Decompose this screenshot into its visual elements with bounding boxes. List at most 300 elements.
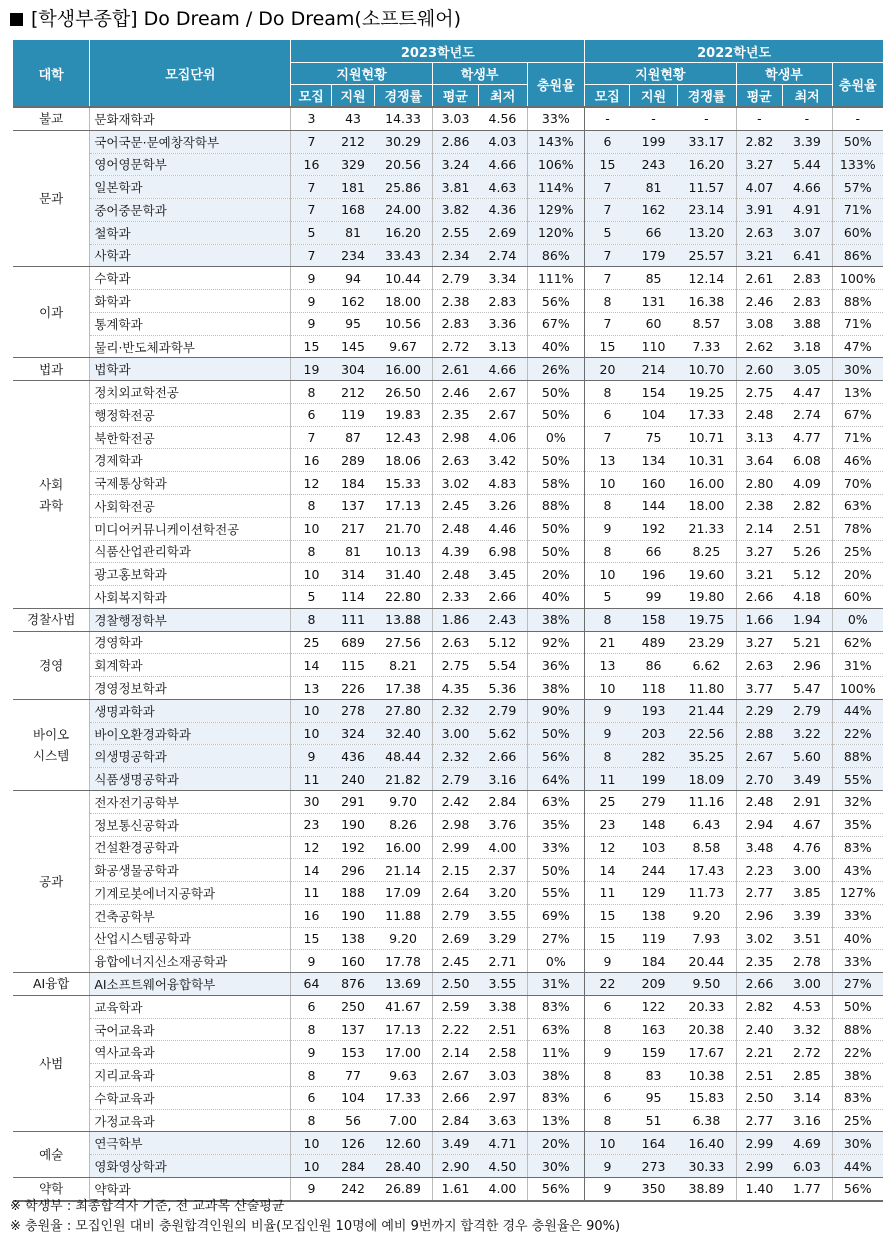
- value-cell: 19.80: [677, 586, 736, 609]
- value-cell: 4.66: [478, 153, 527, 176]
- value-cell: 38%: [527, 677, 585, 700]
- value-cell: 2.88: [736, 722, 782, 745]
- value-cell: 7: [291, 176, 332, 199]
- value-cell: 12.60: [375, 1132, 433, 1155]
- value-cell: 14: [585, 859, 630, 882]
- value-cell: 16.00: [375, 358, 433, 381]
- unit-name-cell: 건설환경공학과: [90, 836, 291, 859]
- unit-name-cell: 건축공학부: [90, 904, 291, 927]
- value-cell: 7: [585, 426, 630, 449]
- table-row: [13, 312, 883, 335]
- value-cell: 17.67: [677, 1041, 736, 1064]
- value-cell: 159: [630, 1041, 677, 1064]
- value-cell: 60: [630, 312, 677, 335]
- value-cell: 6.98: [478, 540, 527, 563]
- value-cell: 12.43: [375, 426, 433, 449]
- table-row: [13, 790, 883, 813]
- value-cell: 3.22: [782, 722, 832, 745]
- value-cell: 2.42: [432, 790, 478, 813]
- table-row: [13, 517, 883, 540]
- value-cell: 10: [585, 677, 630, 700]
- value-cell: 243: [630, 153, 677, 176]
- table-row: [13, 1132, 883, 1155]
- value-cell: 3.16: [782, 1109, 832, 1132]
- value-cell: 33%: [832, 950, 883, 973]
- value-cell: 3.00: [782, 859, 832, 882]
- value-cell: 2.77: [736, 1109, 782, 1132]
- value-cell: 212: [332, 381, 375, 404]
- value-cell: 137: [332, 495, 375, 518]
- value-cell: 21.14: [375, 859, 433, 882]
- value-cell: 8: [291, 495, 332, 518]
- value-cell: 3.13: [478, 335, 527, 358]
- value-cell: 6: [291, 1086, 332, 1109]
- value-cell: 209: [630, 973, 677, 996]
- value-cell: 324: [332, 722, 375, 745]
- value-cell: 6: [291, 403, 332, 426]
- value-cell: 33%: [527, 107, 585, 130]
- unit-name-cell: 경찰행정학부: [90, 608, 291, 631]
- value-cell: 9: [291, 950, 332, 973]
- value-cell: 86%: [832, 244, 883, 267]
- table-row: [13, 563, 883, 586]
- value-cell: 3.21: [736, 244, 782, 267]
- value-cell: 16.40: [677, 1132, 736, 1155]
- value-cell: 1.77: [782, 1177, 832, 1200]
- table-row: [13, 290, 883, 313]
- value-cell: 30: [291, 790, 332, 813]
- value-cell: 60%: [832, 221, 883, 244]
- value-cell: 15: [585, 904, 630, 927]
- value-cell: 10: [291, 699, 332, 722]
- unit-name-cell: 철학과: [90, 221, 291, 244]
- value-cell: 43%: [832, 859, 883, 882]
- value-cell: 12: [291, 472, 332, 495]
- value-cell: 4.39: [432, 540, 478, 563]
- value-cell: 17.33: [677, 403, 736, 426]
- value-cell: 137: [332, 1018, 375, 1041]
- value-cell: 2.40: [736, 1018, 782, 1041]
- table-row: [13, 586, 883, 609]
- value-cell: 99: [630, 586, 677, 609]
- value-cell: 9: [291, 290, 332, 313]
- header-fill-rate-2022: 충원율: [832, 63, 883, 108]
- value-cell: 26%: [527, 358, 585, 381]
- value-cell: 119: [332, 403, 375, 426]
- value-cell: 2.84: [478, 790, 527, 813]
- value-cell: 8: [585, 381, 630, 404]
- value-cell: 129: [630, 882, 677, 905]
- table-row: [13, 973, 883, 996]
- value-cell: 56%: [527, 745, 585, 768]
- value-cell: 2.43: [478, 608, 527, 631]
- value-cell: 27%: [832, 973, 883, 996]
- unit-name-cell: 식품생명공학과: [90, 768, 291, 791]
- value-cell: 21.44: [677, 699, 736, 722]
- value-cell: 689: [332, 631, 375, 654]
- value-cell: 50%: [832, 995, 883, 1018]
- value-cell: 30.33: [677, 1155, 736, 1178]
- table-row: [13, 836, 883, 859]
- value-cell: 86: [630, 654, 677, 677]
- value-cell: 9: [585, 1177, 630, 1200]
- value-cell: 2.38: [736, 495, 782, 518]
- value-cell: 2.69: [432, 927, 478, 950]
- value-cell: 2.97: [478, 1086, 527, 1109]
- value-cell: 3.08: [736, 312, 782, 335]
- value-cell: 47%: [832, 335, 883, 358]
- value-cell: 5: [585, 586, 630, 609]
- unit-name-cell: 사학과: [90, 244, 291, 267]
- value-cell: 5.54: [478, 654, 527, 677]
- value-cell: 4.06: [478, 426, 527, 449]
- value-cell: 2.70: [736, 768, 782, 791]
- value-cell: 32.40: [375, 722, 433, 745]
- value-cell: 15.83: [677, 1086, 736, 1109]
- value-cell: 2.82: [782, 495, 832, 518]
- value-cell: 83: [630, 1064, 677, 1087]
- value-cell: 7: [291, 244, 332, 267]
- table-row: [13, 495, 883, 518]
- value-cell: 122: [630, 995, 677, 1018]
- value-cell: 3.88: [782, 312, 832, 335]
- value-cell: 18.00: [677, 495, 736, 518]
- value-cell: 5.62: [478, 722, 527, 745]
- value-cell: 3.77: [736, 677, 782, 700]
- value-cell: 0%: [832, 608, 883, 631]
- value-cell: 9.70: [375, 790, 433, 813]
- value-cell: 27.56: [375, 631, 433, 654]
- value-cell: 2.69: [478, 221, 527, 244]
- value-cell: 33.17: [677, 130, 736, 153]
- value-cell: 2.83: [782, 267, 832, 290]
- value-cell: 11.57: [677, 176, 736, 199]
- value-cell: 1.94: [782, 608, 832, 631]
- value-cell: 4.69: [782, 1132, 832, 1155]
- value-cell: 56%: [527, 1177, 585, 1200]
- value-cell: 8.58: [677, 836, 736, 859]
- value-cell: 64%: [527, 768, 585, 791]
- value-cell: 350: [630, 1177, 677, 1200]
- value-cell: 31.40: [375, 563, 433, 586]
- footnote-gpa: ※ 학생부 : 최종합격자 기준, 전 교과목 산술평균: [10, 1199, 285, 1214]
- unit-name-cell: 연극학부: [90, 1132, 291, 1155]
- college-cell: 사회 과학: [13, 381, 90, 609]
- value-cell: 3.85: [782, 882, 832, 905]
- value-cell: 2.35: [432, 403, 478, 426]
- value-cell: 2.60: [736, 358, 782, 381]
- header-gpa-2023: 학생부: [432, 63, 527, 85]
- value-cell: 4.91: [782, 199, 832, 222]
- value-cell: 11.80: [677, 677, 736, 700]
- value-cell: 143%: [527, 130, 585, 153]
- value-cell: 2.38: [432, 290, 478, 313]
- value-cell: 31%: [527, 973, 585, 996]
- value-cell: 5: [585, 221, 630, 244]
- value-cell: 133%: [832, 153, 883, 176]
- value-cell: 4.36: [478, 199, 527, 222]
- college-cell: 경찰사법: [13, 608, 90, 631]
- table-row: [13, 107, 883, 130]
- value-cell: 3.82: [432, 199, 478, 222]
- value-cell: 2.91: [782, 790, 832, 813]
- unit-name-cell: 국어국문·문예창작학부: [90, 130, 291, 153]
- value-cell: 23.14: [677, 199, 736, 222]
- header-quota-2022: 모집: [585, 85, 630, 108]
- value-cell: 6.43: [677, 813, 736, 836]
- value-cell: 40%: [527, 335, 585, 358]
- value-cell: 190: [332, 813, 375, 836]
- value-cell: 5.60: [782, 745, 832, 768]
- value-cell: 40%: [832, 927, 883, 950]
- unit-name-cell: 경제학과: [90, 449, 291, 472]
- value-cell: 3.45: [478, 563, 527, 586]
- value-cell: 250: [332, 995, 375, 1018]
- value-cell: 11.88: [375, 904, 433, 927]
- value-cell: 164: [630, 1132, 677, 1155]
- value-cell: 2.66: [478, 586, 527, 609]
- table-row: [13, 608, 883, 631]
- value-cell: 77: [332, 1064, 375, 1087]
- value-cell: 104: [630, 403, 677, 426]
- value-cell: 4.00: [478, 1177, 527, 1200]
- value-cell: 2.71: [478, 950, 527, 973]
- table-row: [13, 1086, 883, 1109]
- value-cell: 66: [630, 221, 677, 244]
- value-cell: 9: [291, 1041, 332, 1064]
- value-cell: 2.63: [432, 449, 478, 472]
- value-cell: 43: [332, 107, 375, 130]
- value-cell: 111%: [527, 267, 585, 290]
- value-cell: 3.51: [782, 927, 832, 950]
- value-cell: 1.86: [432, 608, 478, 631]
- value-cell: 63%: [527, 790, 585, 813]
- value-cell: 88%: [832, 290, 883, 313]
- unit-name-cell: 화학과: [90, 290, 291, 313]
- header-ratio-2022: 경쟁률: [677, 85, 736, 108]
- value-cell: 33%: [527, 836, 585, 859]
- value-cell: 9.50: [677, 973, 736, 996]
- value-cell: 3.26: [478, 495, 527, 518]
- value-cell: 3.18: [782, 335, 832, 358]
- value-cell: 9: [291, 267, 332, 290]
- value-cell: 50%: [527, 403, 585, 426]
- value-cell: 3.14: [782, 1086, 832, 1109]
- value-cell: 212: [332, 130, 375, 153]
- value-cell: 71%: [832, 426, 883, 449]
- value-cell: 2.83: [782, 290, 832, 313]
- value-cell: 81: [332, 221, 375, 244]
- value-cell: 4.63: [478, 176, 527, 199]
- value-cell: 214: [630, 358, 677, 381]
- value-cell: 22.80: [375, 586, 433, 609]
- college-cell: 공과: [13, 790, 90, 972]
- unit-name-cell: 경영학과: [90, 631, 291, 654]
- value-cell: 60%: [832, 586, 883, 609]
- value-cell: 3.39: [782, 904, 832, 927]
- table-row: [13, 472, 883, 495]
- value-cell: 242: [332, 1177, 375, 1200]
- value-cell: 196: [630, 563, 677, 586]
- value-cell: 83%: [832, 836, 883, 859]
- value-cell: 4.77: [782, 426, 832, 449]
- value-cell: 2.48: [432, 517, 478, 540]
- value-cell: 2.46: [432, 381, 478, 404]
- value-cell: 193: [630, 699, 677, 722]
- header-applicants-2023: 지원현황: [291, 63, 432, 85]
- value-cell: 30%: [527, 1155, 585, 1178]
- value-cell: 13%: [527, 1109, 585, 1132]
- value-cell: 199: [630, 130, 677, 153]
- college-cell: 바이오 시스템: [13, 699, 90, 790]
- unit-name-cell: 수학교육과: [90, 1086, 291, 1109]
- value-cell: 3.38: [478, 995, 527, 1018]
- header-fill-rate-2023: 충원율: [527, 63, 585, 108]
- value-cell: 10: [291, 1155, 332, 1178]
- value-cell: 3.64: [736, 449, 782, 472]
- value-cell: 1.66: [736, 608, 782, 631]
- value-cell: 7: [585, 244, 630, 267]
- value-cell: 55%: [832, 768, 883, 791]
- value-cell: 70%: [832, 472, 883, 495]
- value-cell: 2.45: [432, 950, 478, 973]
- value-cell: 2.98: [432, 426, 478, 449]
- value-cell: 17.09: [375, 882, 433, 905]
- value-cell: 4.07: [736, 176, 782, 199]
- value-cell: 18.06: [375, 449, 433, 472]
- value-cell: 179: [630, 244, 677, 267]
- value-cell: 2.74: [478, 244, 527, 267]
- value-cell: 15: [291, 335, 332, 358]
- value-cell: 2.48: [432, 563, 478, 586]
- value-cell: 20.38: [677, 1018, 736, 1041]
- value-cell: 4.56: [478, 107, 527, 130]
- value-cell: 92%: [527, 631, 585, 654]
- value-cell: 100%: [832, 267, 883, 290]
- value-cell: 6.62: [677, 654, 736, 677]
- table-row: [13, 654, 883, 677]
- value-cell: 3.02: [432, 472, 478, 495]
- value-cell: 314: [332, 563, 375, 586]
- value-cell: 66: [630, 540, 677, 563]
- value-cell: 17.13: [375, 1018, 433, 1041]
- value-cell: 3.36: [478, 312, 527, 335]
- value-cell: 30.29: [375, 130, 433, 153]
- value-cell: 2.80: [736, 472, 782, 495]
- header-avg-2022: 평균: [736, 85, 782, 108]
- value-cell: 26.89: [375, 1177, 433, 1200]
- value-cell: 28.40: [375, 1155, 433, 1178]
- table-row: [13, 631, 883, 654]
- value-cell: 56%: [527, 290, 585, 313]
- value-cell: 14: [291, 654, 332, 677]
- value-cell: 1.61: [432, 1177, 478, 1200]
- value-cell: 5.26: [782, 540, 832, 563]
- value-cell: 2.66: [478, 745, 527, 768]
- value-cell: 20%: [832, 563, 883, 586]
- header-quota-2023: 모집: [291, 85, 332, 108]
- value-cell: 7.33: [677, 335, 736, 358]
- value-cell: 2.67: [478, 403, 527, 426]
- header-year-2022: 2022학년도: [585, 40, 883, 63]
- value-cell: 2.50: [736, 1086, 782, 1109]
- value-cell: 7: [291, 199, 332, 222]
- value-cell: 9: [291, 1177, 332, 1200]
- value-cell: 2.48: [736, 790, 782, 813]
- value-cell: 5.47: [782, 677, 832, 700]
- value-cell: 5.44: [782, 153, 832, 176]
- value-cell: 23: [585, 813, 630, 836]
- table-row: [13, 745, 883, 768]
- value-cell: 6: [585, 995, 630, 1018]
- table-row: [13, 1064, 883, 1087]
- value-cell: 160: [332, 950, 375, 973]
- value-cell: 8.25: [677, 540, 736, 563]
- title-text: [학생부종합] Do Dream / Do Dream(소프트웨어): [31, 8, 462, 30]
- value-cell: 4.35: [432, 677, 478, 700]
- value-cell: 13: [291, 677, 332, 700]
- value-cell: 20%: [527, 563, 585, 586]
- value-cell: 2.77: [736, 882, 782, 905]
- value-cell: 8: [291, 1109, 332, 1132]
- value-cell: 2.34: [432, 244, 478, 267]
- value-cell: 244: [630, 859, 677, 882]
- value-cell: 78%: [832, 517, 883, 540]
- value-cell: 19.83: [375, 403, 433, 426]
- value-cell: 50%: [832, 130, 883, 153]
- value-cell: 41.67: [375, 995, 433, 1018]
- value-cell: 181: [332, 176, 375, 199]
- value-cell: 2.75: [736, 381, 782, 404]
- value-cell: 17.43: [677, 859, 736, 882]
- value-cell: 5: [291, 221, 332, 244]
- value-cell: 2.67: [736, 745, 782, 768]
- value-cell: 3.32: [782, 1018, 832, 1041]
- value-cell: 3.81: [432, 176, 478, 199]
- value-cell: 7: [585, 267, 630, 290]
- value-cell: 67%: [832, 403, 883, 426]
- value-cell: 127%: [832, 882, 883, 905]
- value-cell: -: [782, 107, 832, 130]
- value-cell: 27.80: [375, 699, 433, 722]
- value-cell: 11%: [527, 1041, 585, 1064]
- value-cell: 120%: [527, 221, 585, 244]
- value-cell: 2.99: [736, 1132, 782, 1155]
- header-unit: 모집단위: [90, 40, 291, 107]
- value-cell: 21.70: [375, 517, 433, 540]
- value-cell: 8: [585, 290, 630, 313]
- header-gpa-2022: 학생부: [736, 63, 832, 85]
- value-cell: 5.12: [782, 563, 832, 586]
- value-cell: 4.03: [478, 130, 527, 153]
- value-cell: 33.43: [375, 244, 433, 267]
- value-cell: 50%: [527, 449, 585, 472]
- value-cell: 2.46: [736, 290, 782, 313]
- value-cell: 6: [291, 995, 332, 1018]
- value-cell: 11: [585, 768, 630, 791]
- value-cell: 296: [332, 859, 375, 882]
- value-cell: 2.23: [736, 859, 782, 882]
- value-cell: 2.29: [736, 699, 782, 722]
- value-cell: 19: [291, 358, 332, 381]
- value-cell: 8: [585, 1064, 630, 1087]
- value-cell: 2.94: [736, 813, 782, 836]
- value-cell: 56%: [832, 1177, 883, 1200]
- value-cell: 2.96: [736, 904, 782, 927]
- value-cell: 15.33: [375, 472, 433, 495]
- unit-name-cell: 전자전기공학부: [90, 790, 291, 813]
- unit-name-cell: 통계학과: [90, 312, 291, 335]
